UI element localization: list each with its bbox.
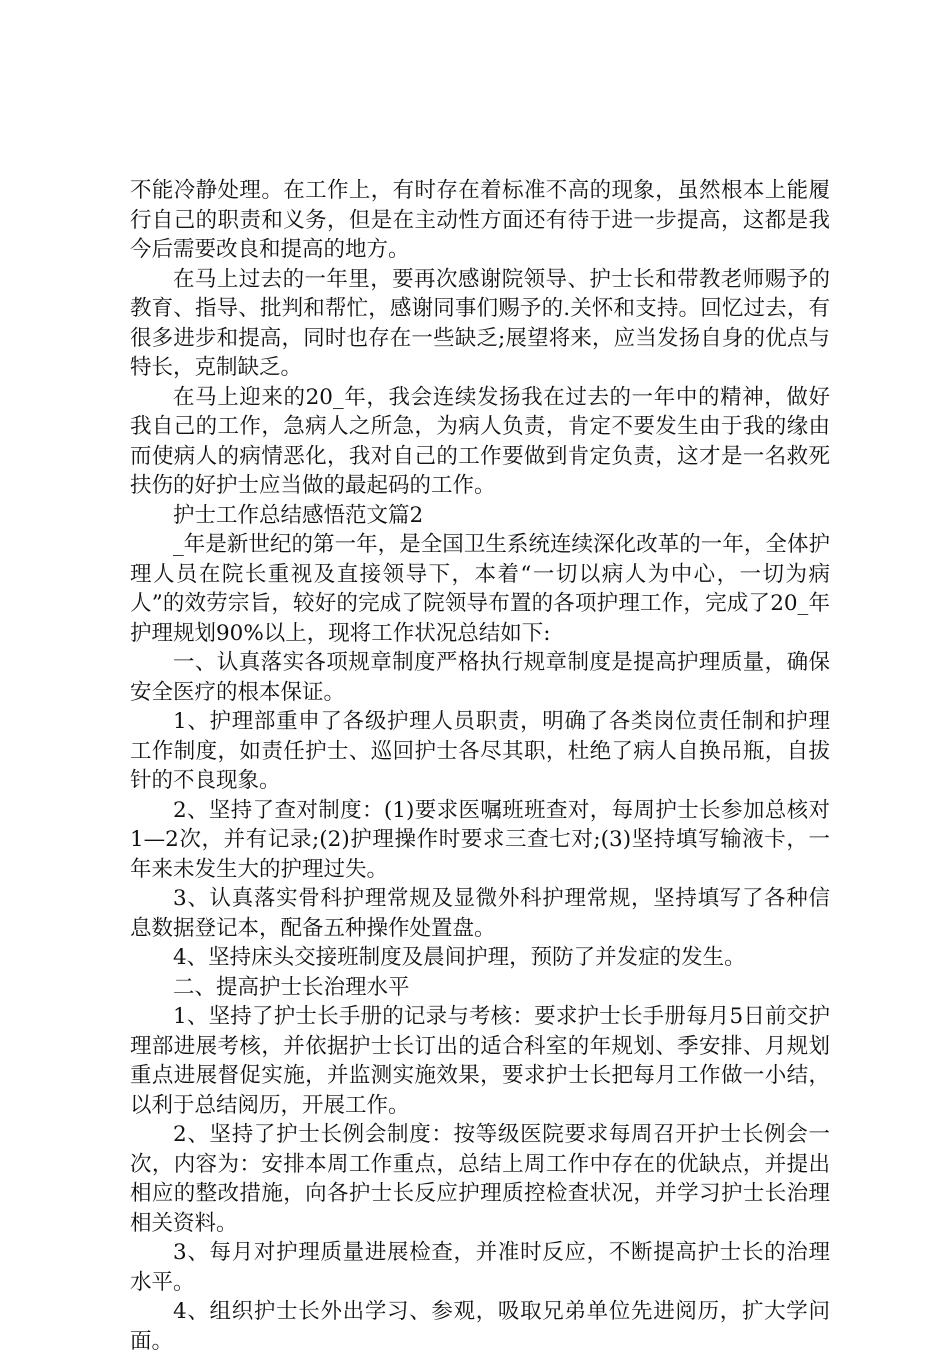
paragraph: 1、坚持了护士长手册的记录与考核：要求护士长手册每月5日前交护理部进展考核，并依据护士长订出的适合科室的年规划、季安排、月规划重点进展督促实施，并监测实施效果，要求护士长把每月工作做一小结，以利于总结阅历，开展工作。 (130, 1004, 830, 1118)
paragraph: 不能冷静处理。在工作上，有时存在着标准不高的现象，虽然根本上能履行自己的职责和义务，但是在主动性方面还有待于进一步提高，这都是我今后需要改良和提高的地方。 (130, 178, 830, 262)
paragraph: 在马上过去的一年里，要再次感谢院领导、护士长和带教老师赐予的教育、指导、批判和帮忙，感谢同事们赐予的.关怀和支持。回忆过去，有很多进步和提高，同时也存在一些缺乏;展望将来，应当发扬自身的优点与特长，克制缺乏。 (130, 266, 830, 380)
paragraph: 2、坚持了查对制度：(1)要求医嘱班班查对，每周护士长参加总核对1—2次，并有记录;(2)护理操作时要求三查七对;(3)坚持填写输液卡，一年来未发生大的护理过失。 (130, 797, 830, 882)
paragraph: 1、护理部重申了各级护理人员职责，明确了各类岗位责任制和护理工作制度，如责任护士、巡回护士各尽其职，杜绝了病人自换吊瓶，自拔针的不良现象。 (130, 709, 830, 793)
paragraph: 2、坚持了护士长例会制度：按等级医院要求每周召开护士长例会一次，内容为：安排本周工作重点，总结上周工作中存在的优缺点，并提出相应的整改措施，向各护士长反应护理质控检查状况，并学习护士长治理相关资料。 (130, 1122, 830, 1236)
paragraph: 3、认真落实骨科护理常规及显微外科护理常规，坚持填写了各种信息数据登记本，配备五种操作处置盘。 (130, 886, 830, 941)
paragraph: _年是新世纪的第一年，是全国卫生系统连续深化改革的一年，全体护理人员在院长重视及直接领导下，本着“一切以病人为中心，一切为病人”的效劳宗旨，较好的完成了院领导布置的各项护理工作，完成了20_年护理规划90%以上，现将工作状况总结如下: (130, 532, 830, 646)
document-body (130, 176, 830, 1356)
paragraph: 护士工作总结感悟范文篇2 (173, 502, 424, 528)
paragraph: 4、坚持床头交接班制度及晨间护理，预防了并发症的发生。 (173, 945, 746, 970)
paragraph: 在马上迎来的20_年，我会连续发扬我在过去的一年中的精神，做好我自己的工作，急病人之所急，为病人负责，肯定不要发生由于我的缘由而使病人的病情恶化，我对自己的工作要做到肯定负责，这才是一名救死扶伤的好护士应当做的最起码的工作。 (130, 384, 830, 498)
paragraph: 4、组织护士长外出学习、参观，吸取兄弟单位先进阅历，扩大学问面。 (130, 1299, 830, 1354)
paragraph: 3、每月对护理质量进展检查，并准时反应，不断提高护士长的治理水平。 (130, 1240, 830, 1295)
paragraph: 二、提高护士长治理水平 (173, 974, 410, 1000)
paragraph: 一、认真落实各项规章制度严格执行规章制度是提高护理质量，确保安全医疗的根本保证。 (130, 650, 830, 705)
